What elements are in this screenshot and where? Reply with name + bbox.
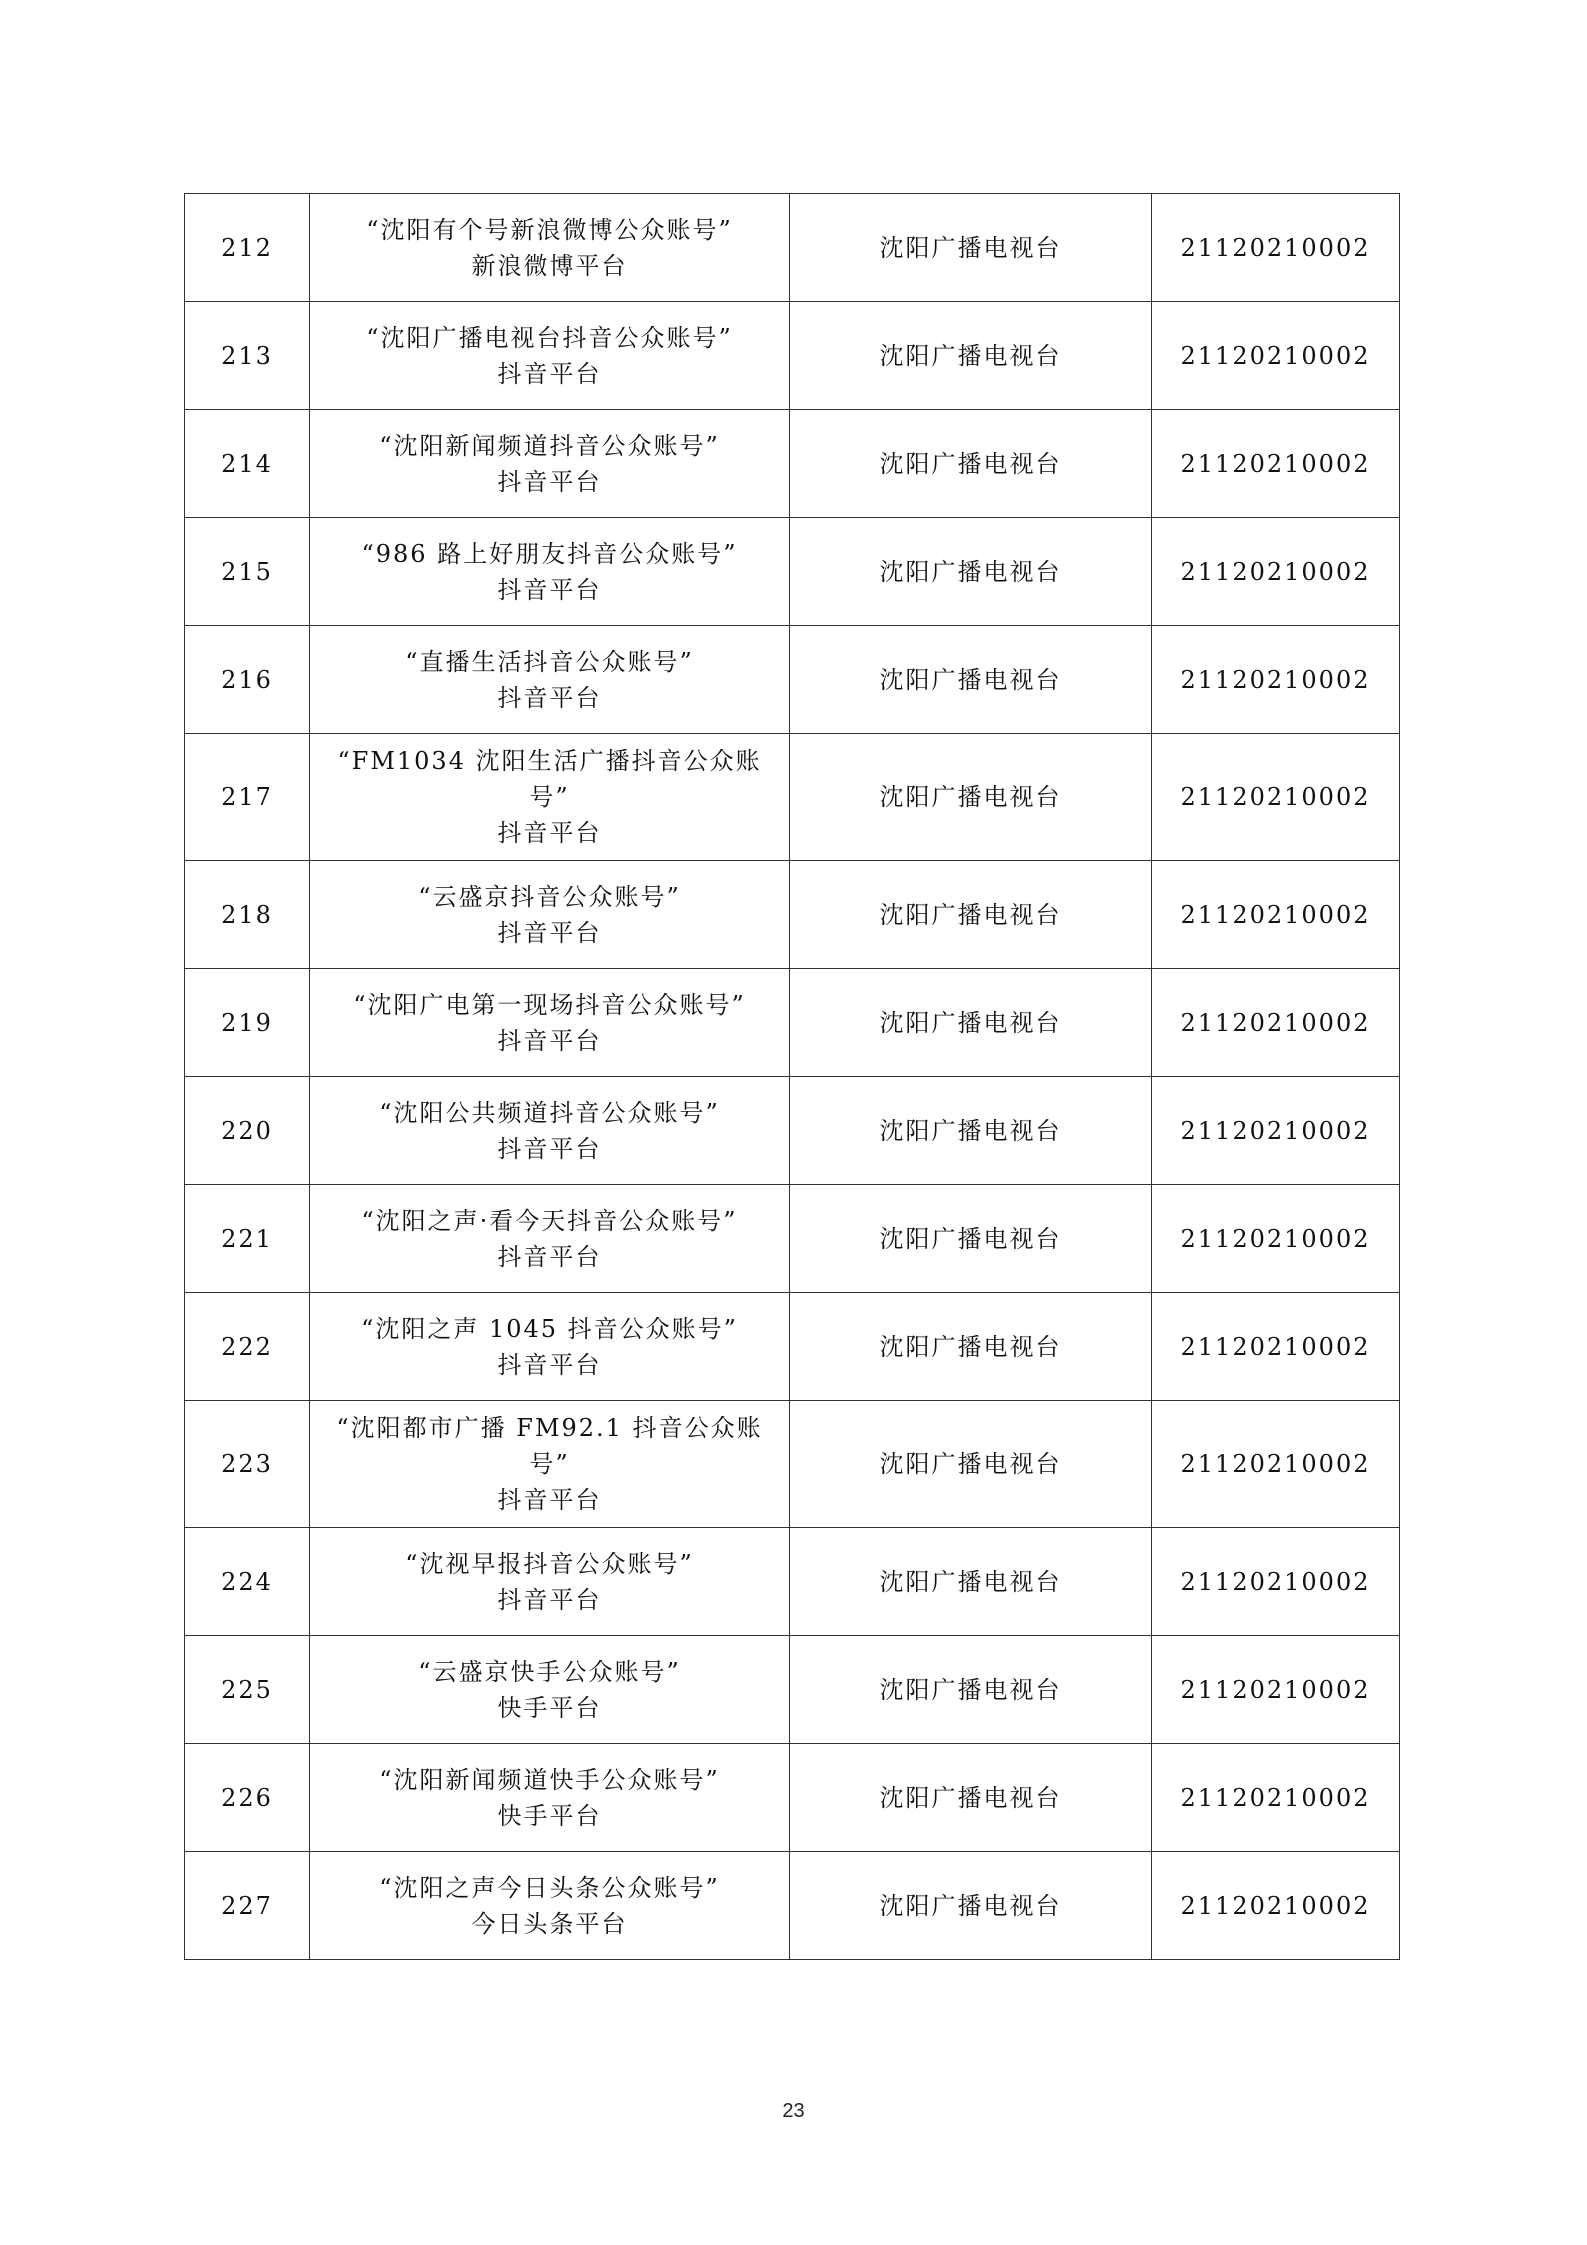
platform-name: 快手平台 [497, 1693, 602, 1722]
platform-name: 抖音平台 [497, 918, 602, 947]
row-number: 212 [185, 194, 310, 302]
organization-cell: 沈阳广播电视台 [790, 1401, 1152, 1528]
account-name: “云盛京快手公众账号” [418, 1657, 681, 1686]
platform-name: 今日头条平台 [471, 1909, 628, 1938]
account-name-cell [310, 1401, 790, 1528]
row-number: 225 [185, 1636, 310, 1744]
platform-name: 抖音平台 [497, 1134, 602, 1163]
platform-name: 抖音平台 [497, 575, 602, 604]
platform-name: 新浪微博平台 [471, 251, 628, 280]
table-row [185, 734, 1400, 861]
platform-name: 抖音平台 [497, 1350, 602, 1379]
platform-name: 抖音平台 [497, 1026, 602, 1055]
account-name-cell [310, 302, 790, 410]
license-code-cell: 21120210002 [1152, 734, 1400, 861]
license-code-cell: 21120210002 [1152, 518, 1400, 626]
organization-cell: 沈阳广播电视台 [790, 1636, 1152, 1744]
table-row [185, 1744, 1400, 1852]
account-name-cell [310, 1077, 790, 1185]
organization-cell: 沈阳广播电视台 [790, 302, 1152, 410]
platform-name: 抖音平台 [497, 1585, 602, 1614]
table-row [185, 626, 1400, 734]
account-name-continued: 号” [529, 1450, 570, 1478]
table-row [185, 518, 1400, 626]
organization-cell: 沈阳广播电视台 [790, 626, 1152, 734]
account-name: “云盛京抖音公众账号” [418, 882, 681, 911]
row-number: 221 [185, 1185, 310, 1293]
table-row [185, 410, 1400, 518]
platform-name: 抖音平台 [497, 359, 602, 388]
account-name: “沈阳有个号新浪微博公众账号” [366, 215, 733, 244]
account-name-cell [310, 1636, 790, 1744]
table-row [185, 1077, 1400, 1185]
license-code-cell: 21120210002 [1152, 861, 1400, 969]
license-code-cell: 21120210002 [1152, 1636, 1400, 1744]
organization-cell: 沈阳广播电视台 [790, 861, 1152, 969]
platform-name: 快手平台 [497, 1801, 602, 1830]
license-code-cell: 21120210002 [1152, 1852, 1400, 1960]
account-name: “沈阳都市广播 FM92.1 抖音公众账 [336, 1414, 763, 1442]
row-number: 215 [185, 518, 310, 626]
account-name-cell [310, 1185, 790, 1293]
record-table [184, 193, 1400, 1960]
license-code-cell: 21120210002 [1152, 1185, 1400, 1293]
license-code-cell: 21120210002 [1152, 1077, 1400, 1185]
table-row [185, 302, 1400, 410]
account-name-cell [310, 626, 790, 734]
account-name-cell [310, 969, 790, 1077]
organization-cell: 沈阳广播电视台 [790, 1185, 1152, 1293]
account-name-cell [310, 1744, 790, 1852]
organization-cell: 沈阳广播电视台 [790, 1744, 1152, 1852]
license-code-cell: 21120210002 [1152, 302, 1400, 410]
row-number: 224 [185, 1528, 310, 1636]
account-name: “沈阳广电第一现场抖音公众账号” [353, 990, 746, 1019]
license-code-cell: 21120210002 [1152, 626, 1400, 734]
platform-name: 抖音平台 [497, 1486, 602, 1514]
account-name-cell [310, 1852, 790, 1960]
platform-name: 抖音平台 [497, 683, 602, 712]
organization-cell: 沈阳广播电视台 [790, 1852, 1152, 1960]
license-code-cell: 21120210002 [1152, 1744, 1400, 1852]
page-number: 23 [782, 2100, 805, 2122]
organization-cell: 沈阳广播电视台 [790, 734, 1152, 861]
organization-cell: 沈阳广播电视台 [790, 1293, 1152, 1401]
license-code-cell: 21120210002 [1152, 194, 1400, 302]
row-number: 216 [185, 626, 310, 734]
table-row [185, 194, 1400, 302]
license-code-cell: 21120210002 [1152, 1293, 1400, 1401]
account-name-cell [310, 1528, 790, 1636]
account-name-cell [310, 518, 790, 626]
row-number: 213 [185, 302, 310, 410]
license-code-cell: 21120210002 [1152, 969, 1400, 1077]
organization-cell: 沈阳广播电视台 [790, 1528, 1152, 1636]
row-number: 227 [185, 1852, 310, 1960]
row-number: 214 [185, 410, 310, 518]
account-name: “FM1034 沈阳生活广播抖音公众账 [337, 747, 762, 775]
account-name: “沈阳广播电视台抖音公众账号” [366, 323, 733, 352]
table-row [185, 1185, 1400, 1293]
table-row [185, 1401, 1400, 1528]
account-name: “沈阳之声·看今天抖音公众账号” [361, 1206, 738, 1235]
row-number: 217 [185, 734, 310, 861]
license-code-cell: 21120210002 [1152, 410, 1400, 518]
account-name-cell [310, 861, 790, 969]
table-row [185, 1852, 1400, 1960]
account-name-cell [310, 1293, 790, 1401]
account-name: “沈阳之声今日头条公众账号” [379, 1873, 720, 1902]
account-name: “沈阳新闻频道抖音公众账号” [379, 431, 720, 460]
license-code-cell: 21120210002 [1152, 1401, 1400, 1528]
organization-cell: 沈阳广播电视台 [790, 1077, 1152, 1185]
table-row [185, 1293, 1400, 1401]
platform-name: 抖音平台 [497, 819, 602, 847]
row-number: 222 [185, 1293, 310, 1401]
organization-cell: 沈阳广播电视台 [790, 969, 1152, 1077]
platform-name: 抖音平台 [497, 467, 602, 496]
row-number: 218 [185, 861, 310, 969]
account-name: “沈阳之声 1045 抖音公众账号” [361, 1314, 738, 1343]
platform-name: 抖音平台 [497, 1242, 602, 1271]
license-code-cell: 21120210002 [1152, 1528, 1400, 1636]
table-row [185, 1528, 1400, 1636]
row-number: 220 [185, 1077, 310, 1185]
account-name-cell [310, 410, 790, 518]
row-number: 223 [185, 1401, 310, 1528]
row-number: 219 [185, 969, 310, 1077]
table-row [185, 1636, 1400, 1744]
account-name: “沈阳公共频道抖音公众账号” [379, 1098, 720, 1127]
account-name-continued: 号” [529, 783, 570, 811]
row-number: 226 [185, 1744, 310, 1852]
account-name: “沈阳新闻频道快手公众账号” [379, 1765, 720, 1794]
organization-cell: 沈阳广播电视台 [790, 410, 1152, 518]
organization-cell: 沈阳广播电视台 [790, 194, 1152, 302]
account-name-cell [310, 194, 790, 302]
account-name: “直播生活抖音公众账号” [405, 647, 694, 676]
table-row [185, 969, 1400, 1077]
table-row [185, 861, 1400, 969]
organization-cell: 沈阳广播电视台 [790, 518, 1152, 626]
account-name: “沈视早报抖音公众账号” [405, 1549, 694, 1578]
account-name-cell [310, 734, 790, 861]
account-name: “986 路上好朋友抖音公众账号” [361, 539, 738, 568]
